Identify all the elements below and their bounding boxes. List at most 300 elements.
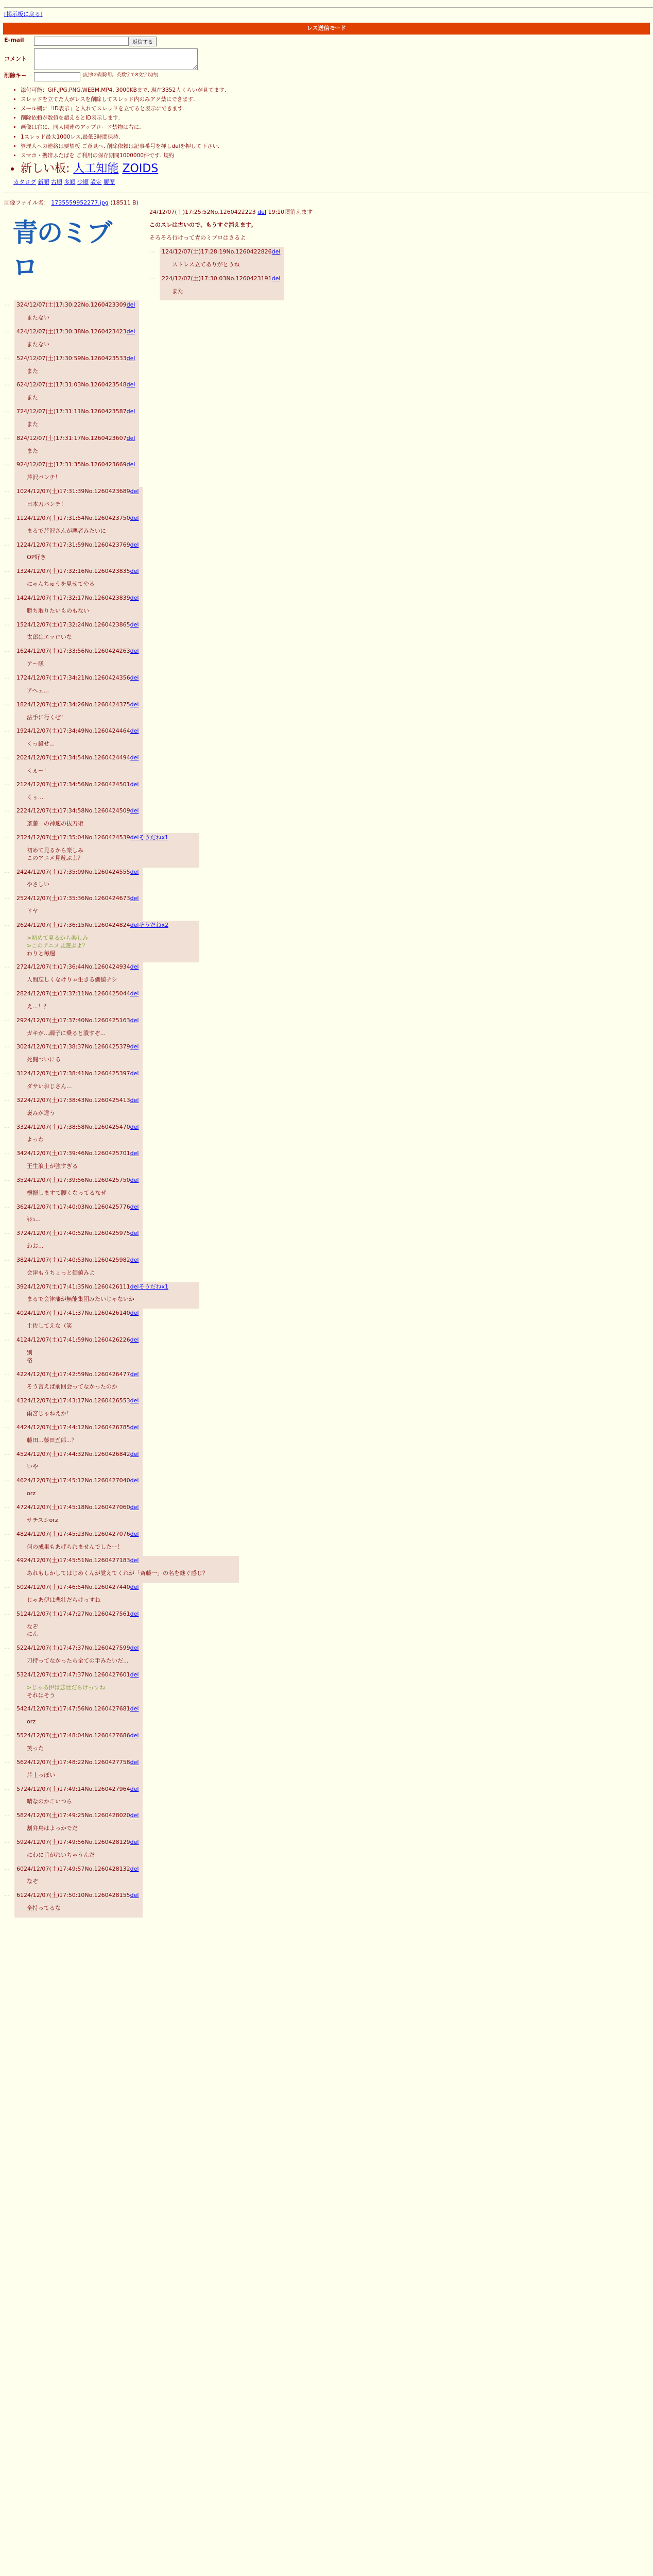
reply-del-link[interactable]: del [130,514,139,521]
reply-post [4,726,143,753]
reply-box [14,407,139,434]
reply-message [27,634,139,641]
reply-del-link[interactable]: del [130,1123,139,1130]
reply-post [4,1450,143,1477]
reply-line: まるで会津藩が無能集団みたいじゃないか [27,1296,134,1303]
reply-date-id: 24/12/07(土)17:31:03No.1260423548 [20,381,127,388]
reply-date-id: 24/12/07(土)17:31:35No.1260423669 [20,461,127,468]
new-board-link-zoids[interactable]: ZOIDS [122,162,159,176]
reply-meta [16,1531,139,1538]
reply-date-id: 24/12/07(土)17:38:41No.1260425397 [24,1070,130,1077]
reply-line: 死闘ついにる [27,1056,61,1063]
reply-indent: … [4,962,10,970]
reply-del-link[interactable]: del [130,1096,139,1104]
new-board-link-ai[interactable]: 人工知能 [73,162,119,176]
reply-number: 33 [16,1123,24,1130]
reply-line: 会津もうちょっと価値みよ [27,1269,95,1276]
reply-box [14,487,143,514]
reply-meta [16,1504,139,1512]
reply-meta [16,963,139,971]
reply-post [4,1811,143,1838]
reply-meta [16,328,135,336]
history-link[interactable]: 履歴 [104,178,115,185]
reply-message [27,1745,139,1753]
reply-date-id: 24/12/07(土)17:49:57No.1260428132 [24,1865,130,1872]
reply-indent: … [4,540,10,547]
sort-old-link[interactable]: 古順 [51,178,62,185]
reply-date-id: 24/12/07(土)17:48:22No.1260427758 [24,1758,130,1766]
reply-line: 斎藤一の神速の抜刀術 [27,820,83,827]
reply-number: 5 [16,354,20,362]
reply-meta [16,807,139,815]
reply-box [14,327,139,354]
reply-del-link[interactable]: del [130,594,139,601]
reply-indent: … [4,806,10,814]
reply-box [160,247,284,274]
reply-line: それはそう [27,1691,55,1699]
reply-indent: … [4,1175,10,1182]
reply-line: よっわ [27,1136,44,1143]
reply-del-link[interactable]: del [130,1892,139,1899]
reply-indent: … [4,1784,10,1791]
reply-meta [16,754,139,762]
image-file-link[interactable]: 1735559952277.jpg [51,199,109,206]
reply-date-id: 24/12/07(土)17:47:37No.1260427599 [24,1645,130,1652]
reply-del-link[interactable]: del [130,541,139,548]
reply-line: 人間忘しくなけりゃ生きる価値ナシ [27,976,117,984]
reply-meta [162,275,280,283]
reply-date-id: 24/12/07(土)17:34:58No.1260424509 [24,807,130,815]
reply-date-id: 24/12/07(土)17:44:32No.1260426842 [24,1450,130,1458]
reply-post [4,1530,143,1556]
reply-date-id: 24/12/07(土)17:40:52No.1260425975 [24,1230,130,1237]
reply-date-id: 24/12/07(土)17:31:54No.1260423750 [24,514,130,521]
reply-message [27,847,168,862]
reply-del-link[interactable]: del [130,990,139,997]
reply-number: 54 [16,1705,24,1713]
reply-line: 土佐してえな（笑 [27,1323,72,1330]
reply-line: まるで芹沢さんが悪者みたいに [27,527,106,534]
reply-number: 38 [16,1256,24,1263]
reply-del-link[interactable]: del [130,727,139,735]
reply-del-link[interactable]: del [130,568,139,575]
reply-indent: … [4,1556,10,1563]
reply-del-link[interactable]: del [126,381,135,388]
reply-indent: … [4,407,10,414]
reply-box [14,1530,143,1556]
reply-del-link[interactable]: del [130,868,139,875]
reply-number: 16 [16,648,24,655]
reply-line: また [27,447,38,454]
reply-indent: … [4,1042,10,1049]
reply-number: 29 [16,1016,24,1024]
thread-image-info [4,199,649,207]
reply-message [27,1003,139,1011]
reply-line: 格 [27,1357,32,1364]
reply-indent: … [4,327,10,334]
reply-date-id: 24/12/07(土)17:40:53No.1260425982 [24,1256,130,1263]
reply-post [4,1503,143,1530]
delete-key-field[interactable] [34,72,80,81]
reply-del-link[interactable]: del [130,674,139,681]
reply-del-link[interactable]: del [130,1785,139,1792]
reply-meta [16,727,139,735]
reply-del-link[interactable]: del [130,488,139,495]
reply-indent: … [4,1643,10,1651]
reply-post [4,1176,143,1202]
notice-item: • スマホ・携帯ふたばを ご利用の保存期間1000000件です. 規約 [21,152,653,159]
email-field[interactable] [34,37,129,46]
image-file-label: 画像ファイル名： [4,199,49,206]
catalog-link[interactable]: カタログ [13,178,36,185]
settings-link[interactable]: 設定 [90,178,102,185]
reply-box [14,780,143,807]
reply-post [4,1476,143,1503]
notice-list [13,87,653,187]
reply-box [14,647,143,673]
reply-line: いや [27,1463,38,1470]
thread-image-logo-text: 青のミブロ [12,217,111,283]
reply-date-id: 24/12/07(土)17:44:12No.1260426785 [24,1423,130,1431]
reply-indent: … [4,1529,10,1536]
reply-number: 50 [16,1584,24,1591]
reply-del-link[interactable]: del [130,1310,139,1317]
reply-del-link[interactable]: del [130,1450,139,1458]
reply-indent: … [4,921,10,927]
reply-post [4,806,143,833]
reply-number: 3 [16,301,20,309]
reply-message [27,1110,139,1117]
reply-del-link[interactable]: del [130,1477,139,1484]
reply-post [4,1556,239,1583]
reply-line: また [172,287,183,295]
reply-del-link[interactable]: del [130,1176,139,1183]
sort-new-link[interactable]: 新順 [38,178,49,185]
reply-box [14,1229,143,1256]
reply-date-id: 24/12/07(土)17:30:59No.1260423533 [20,354,127,362]
reply-del-link[interactable]: del [130,895,139,902]
reply-line: 全持ってるな [27,1905,61,1912]
reply-indent: … [4,1015,10,1023]
reply-number: 61 [16,1892,24,1899]
reply-message [27,794,139,802]
reply-del-link[interactable]: del [130,963,139,971]
reply-indent: … [4,1149,10,1156]
reply-message [27,1056,139,1064]
reply-del-link[interactable]: del [130,1336,139,1343]
reply-meta [16,1812,139,1820]
reply-box [14,1785,143,1811]
reply-date-id: 24/12/07(土)17:31:11No.1260423587 [20,408,127,415]
reply-indent: … [4,1396,10,1403]
reply-post [4,1042,143,1069]
reply-number: 53 [16,1671,24,1678]
reply-del-link[interactable]: del [130,1397,139,1404]
reply-box [14,833,199,868]
reply-date-id: 24/12/07(土)17:38:37No.1260425379 [24,1043,130,1050]
reply-message [27,1437,139,1445]
reply-del-link[interactable]: del [130,754,139,761]
reply-post [4,434,139,461]
reply-number: 39 [16,1283,24,1290]
reply-meta [16,1043,139,1051]
reply-box [14,300,139,327]
reply-meta [16,990,139,998]
reply-date-id: 24/12/07(土)17:30:03No.1260423191 [165,275,272,282]
reply-date-id: 24/12/07(土)17:41:59No.1260426226 [24,1336,130,1343]
reply-indent: … [4,1255,10,1262]
reply-del-link[interactable]: del [130,834,139,841]
reply-line: 何の成果もあげられませんでしたー！ [27,1543,123,1550]
reply-line: え...！？ [27,1003,49,1010]
reply-number: 19 [16,727,24,735]
reply-indent: … [4,460,10,467]
notice-item: • 削除依頼が数値を超えるとID表示します. [21,114,653,122]
reply-del-link[interactable]: del [130,1758,139,1766]
reply-date-id: 24/12/07(土)17:48:04No.1260427686 [24,1732,130,1739]
reply-number: 36 [16,1203,24,1210]
reply-number: 58 [16,1812,24,1819]
reply-indent: … [4,867,10,874]
reply-del-link[interactable]: del [126,408,135,415]
reply-box [14,894,143,921]
reply-post [4,487,143,514]
reply-post [4,407,139,434]
reply-meta [16,1397,139,1405]
reply-date-id: 24/12/07(土)17:39:46No.1260425701 [24,1150,130,1157]
reply-del-link[interactable]: del [271,248,281,255]
reply-del-link[interactable]: del [130,1812,139,1819]
reply-post [4,327,139,354]
reply-meta [16,834,168,842]
reply-del-link[interactable]: del [130,1043,139,1050]
email-label: E-mail [4,36,24,43]
reply-meta [16,461,135,469]
reply-message [27,1798,139,1806]
reply-del-link[interactable]: del [130,648,139,655]
reply-meta [16,408,135,416]
reply-box [14,540,143,567]
reply-date-id: 24/12/07(土)17:47:37No.1260427601 [24,1671,130,1678]
reply-del-link[interactable]: del [130,1530,139,1537]
reply-line: 日本刀パンチ！ [27,501,66,507]
op-body [149,222,653,242]
reply-box [14,1042,143,1069]
reply-date-id: 24/12/07(土)17:31:17No.1260423607 [20,434,127,442]
reply-indent: … [4,753,10,760]
reply-quote: >初めて見るから楽しみ [27,934,89,941]
back-to-board-link[interactable]: [掲示板に戻る] [4,11,43,18]
reply-indent: … [4,726,10,734]
reply-del-link[interactable]: del [130,807,139,815]
reply-line: ドヤ [27,908,38,915]
reply-del-link[interactable]: del [126,434,135,442]
reply-number: 37 [16,1230,24,1237]
reply-line: くぇー！ [27,767,49,774]
op-head [149,209,653,216]
reply-post [4,620,143,647]
delkey-row [4,72,649,81]
reply-line: また [27,394,38,401]
reply-meta [162,248,280,256]
op-del-link[interactable]: del [257,209,266,216]
reply-line: サチスシorz [27,1516,58,1523]
reply-post [4,1282,199,1309]
reply-line: わお... [27,1243,44,1250]
reply-post [4,1670,143,1705]
reply-box [14,567,143,594]
reply-del-link[interactable]: del [130,1610,139,1617]
reply-date-id: 24/12/07(土)17:50:10No.1260428155 [24,1892,130,1899]
reply-del-link[interactable]: del [130,1203,139,1210]
reply-box [14,620,143,647]
reply-post [4,594,143,620]
reply-number: 48 [16,1530,24,1537]
reply-line: 横振しますて腰くなってるなぜ [27,1189,107,1196]
reply-post [4,753,143,780]
reply-message [27,908,139,916]
reply-del-link[interactable]: del [126,328,135,335]
reply-del-link[interactable]: del [130,1503,139,1511]
reply-date-id: 24/12/07(土)17:49:56No.1260428129 [24,1838,130,1845]
reply-meta [16,1584,139,1591]
sodane-link[interactable]: そうだねx1 [139,834,168,841]
reply-date-id: 24/12/07(土)17:45:51No.1260427183 [24,1557,130,1564]
reply-box [14,380,139,407]
reply-del-link[interactable]: del [130,1671,139,1678]
catalog-links [13,179,653,187]
reply-message [27,1772,139,1780]
reply-meta [16,1283,168,1291]
reply-number: 9 [16,461,20,468]
reply-message [27,554,139,562]
reply-del-link[interactable]: del [130,1732,139,1739]
thread-image[interactable] [12,209,131,291]
reply-date-id: 24/12/07(土)17:28:19No.1260422826 [165,248,272,255]
reply-box [14,1758,143,1785]
reply-number: 41 [16,1336,24,1343]
reply-date-id: 24/12/07(土)17:33:56No.1260424263 [24,648,130,655]
reply-del-link[interactable]: del [130,1584,139,1591]
reply-box [14,868,143,894]
reply-del-link[interactable]: del [126,301,135,309]
reply-meta [16,1645,139,1652]
reply-line: またない [27,341,49,348]
reply-meta [16,1070,139,1078]
reply-meta [16,1671,139,1679]
reply-date-id: 24/12/07(土)17:30:22No.1260423309 [20,301,127,309]
notice-item: • 管理人への連絡は要望板 ご意見へ. 削除依頼は記事番号を押しdelを押して下さい. [21,143,653,150]
sodane-link[interactable]: そうだねx1 [139,1283,168,1290]
reply-indent: … [4,1449,10,1456]
reply-indent: … [4,647,10,654]
reply-box [14,1423,143,1450]
reply-del-link[interactable]: del [130,1557,139,1564]
reply-del-link[interactable]: del [130,1645,139,1652]
reply-post [4,1891,143,1918]
reply-indent: … [4,673,10,680]
reply-del-link[interactable]: del [130,1016,139,1024]
reply-box [14,1096,143,1123]
reply-del-link[interactable]: del [130,1370,139,1378]
reply-number: 28 [16,990,24,997]
reply-line: にん [27,1631,38,1638]
reply-date-id: 24/12/07(土)17:45:23No.1260427076 [24,1530,130,1537]
sort-few-link[interactable]: 少順 [77,178,89,185]
reply-line: またない [27,314,49,321]
reply-box [14,1069,143,1096]
reply-line: くぅ... [27,793,44,801]
reply-post [4,1785,143,1811]
sodane-link[interactable]: そうだねx2 [139,922,168,928]
submit-button[interactable]: 返信する [129,37,157,46]
reply-del-link[interactable]: del [130,621,139,628]
reply-post [149,274,284,301]
reply-del-link[interactable]: del [130,922,139,928]
reply-box [14,594,143,620]
reply-number: 44 [16,1423,24,1431]
reply-del-link[interactable]: del [130,1070,139,1077]
reply-number: 25 [16,895,24,902]
reply-del-link[interactable]: del [130,1283,139,1290]
reply-message [27,1905,139,1912]
reply-meta [16,1451,139,1459]
reply-number: 52 [16,1645,24,1652]
reply-list [0,300,653,1918]
reply-meta [16,869,139,876]
reply-message [27,1597,139,1604]
reply-del-link[interactable]: del [130,1865,139,1872]
reply-del-link[interactable]: del [126,354,135,362]
reply-date-id: 24/12/07(土)17:47:56No.1260427681 [24,1705,130,1713]
reply-del-link[interactable]: del [130,1230,139,1237]
reply-date-id: 24/12/07(土)17:38:43No.1260425413 [24,1096,130,1104]
reply-date-id: 24/12/07(土)17:35:36No.1260424673 [24,895,130,902]
reply-del-link[interactable]: del [126,461,135,468]
reply-del-link[interactable]: del [130,1150,139,1157]
reply-del-link[interactable]: del [271,275,281,282]
reply-del-link[interactable]: del [130,1705,139,1713]
reply-box [14,1811,143,1838]
reply-box [14,673,143,700]
reply-post [4,1583,143,1609]
reply-date-id: 24/12/07(土)17:47:27No.1260427561 [24,1610,130,1617]
reply-del-link[interactable]: del [130,1256,139,1263]
reply-number: 30 [16,1043,24,1050]
sort-many-link[interactable]: 多順 [64,178,76,185]
notice-item: • スレッドを立てた人がレスを削除してスレッド内のみアク禁にできます. [21,96,653,103]
reply-meta [16,1336,139,1344]
reply-post [4,868,143,894]
reply-quote: >このアニメ見遊ぶよ？ [27,942,88,949]
reply-post [4,1229,143,1256]
reply-box [14,1176,143,1202]
reply-post [4,989,143,1016]
reply-message [172,261,280,269]
reply-indent: … [4,1476,10,1483]
comment-textarea[interactable] [34,48,198,70]
reply-message [27,714,139,722]
reply-del-link[interactable]: del [130,781,139,788]
notice-item: • メール欄に「ID表示」と入れてスレッドを立てると表示にできます. [21,105,653,112]
reply-message [27,1517,139,1524]
reply-del-link[interactable]: del [130,1838,139,1845]
reply-box [14,1256,143,1282]
reply-del-link[interactable]: del [130,1423,139,1431]
reply-post [4,1309,143,1335]
reply-meta [16,355,135,363]
reply-del-link[interactable]: del [130,701,139,708]
